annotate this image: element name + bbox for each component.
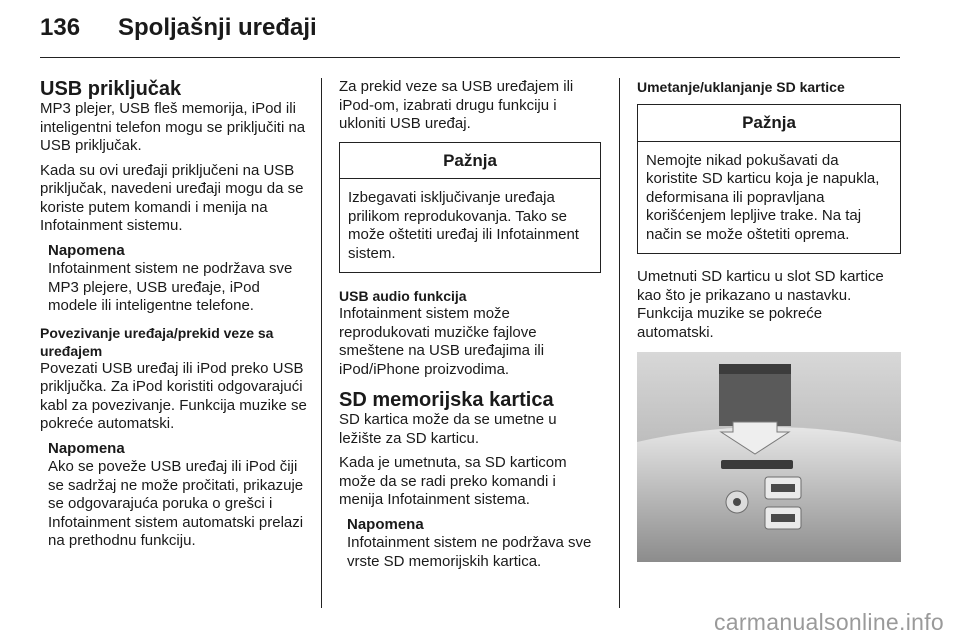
watermark: carmanualsonline.info xyxy=(713,609,944,635)
warning-title: Pažnja xyxy=(638,105,900,142)
paragraph: Infotainment sistem može reprodukovati muzičke fajlove smeštene na USB uređajima ili iPod/iPhone proizvodima. xyxy=(339,305,545,378)
warning-box xyxy=(339,142,601,274)
note-title: Napomena xyxy=(48,439,125,457)
section-heading-sd: SD memorijska kartica xyxy=(339,389,554,411)
subheading-usb-audio: USB audio funkcija xyxy=(339,288,467,304)
page-title: Spoljašnji uređaji xyxy=(118,14,317,41)
warning-text: Izbegavati isključivanje uređaja prilikom reprodukovanja. Tako se može oštetiti uređaj ili Infotainment sistem. xyxy=(348,189,579,262)
warning-box xyxy=(637,104,901,254)
header-rule xyxy=(40,57,900,58)
column-2 xyxy=(339,78,601,579)
column-1 xyxy=(40,78,308,559)
subheading-connect: Povezivanje uređaja/prekid veze sa uređajem xyxy=(40,324,274,359)
sd-slot xyxy=(721,460,793,469)
paragraph: Povezati USB uređaj ili iPod preko USB priključka. Za iPod koristiti odgovarajući kabl za povezivanje. Funkcija muzike se pokreće automatski. xyxy=(40,359,307,432)
note-title: Napomena xyxy=(347,515,424,533)
note-text: Ako se poveže USB uređaj ili iPod čiji se sadržaj ne može pročitati, prikazuje se odgovarajuća poruka o grešci i Infotainment sistem automatski prelazi na prethodnu funkciju. xyxy=(48,458,304,549)
paragraph: Za prekid veze sa USB uređajem ili iPod-om, izabrati drugu funkciju i ukloniti USB uređaj. xyxy=(339,78,574,132)
page-number: 136 xyxy=(40,14,81,41)
warning-title: Pažnja xyxy=(340,143,600,180)
paragraph: Kada je umetnuta, sa SD karticom može da se radi preko komandi i menija Infotainment sistema. xyxy=(339,454,567,508)
note-box xyxy=(347,516,601,572)
subheading-sd-insert: Umetanje/uklanjanje SD kartice xyxy=(637,79,845,95)
note-text: Infotainment sistem ne podržava sve vrste SD memorijskih kartica. xyxy=(347,534,592,570)
paragraph: MP3 plejer, USB fleš memorija, iPod ili inteligentni telefon mogu se priključiti na USB priključak. xyxy=(40,100,306,154)
note-text: Infotainment sistem ne podržava sve MP3 plejere, USB uređaje, iPod modele ili inteligentne telefone. xyxy=(48,260,293,314)
section-heading-usb: USB priključak xyxy=(40,78,182,100)
paragraph: Kada su ovi uređaji priključeni na USB priključak, navedeni uređaji mogu da se koriste putem komandi i menija na Infotainment sistemu. xyxy=(40,161,304,234)
paragraph: SD kartica može da se umetne u ležište za SD karticu. xyxy=(339,411,557,447)
column-3 xyxy=(637,78,901,562)
column-divider xyxy=(321,78,322,608)
note-box xyxy=(48,242,308,316)
warning-text: Nemojte nikad pokušavati da koristite SD karticu koja je napukla, deformisana ili popravljana korišćenjem lepljive trake. Na taj način se može oštetiti oprema. xyxy=(646,151,880,243)
sd-card-slot-illustration xyxy=(637,352,901,562)
note-title: Napomena xyxy=(48,241,125,259)
paragraph: Umetnuti SD karticu u slot SD kartice kao što je prikazano u nastavku. Funkcija muzike se pokreće automatski. xyxy=(637,268,884,341)
page-header xyxy=(40,14,317,42)
column-divider xyxy=(619,78,620,608)
note-box xyxy=(48,440,308,551)
